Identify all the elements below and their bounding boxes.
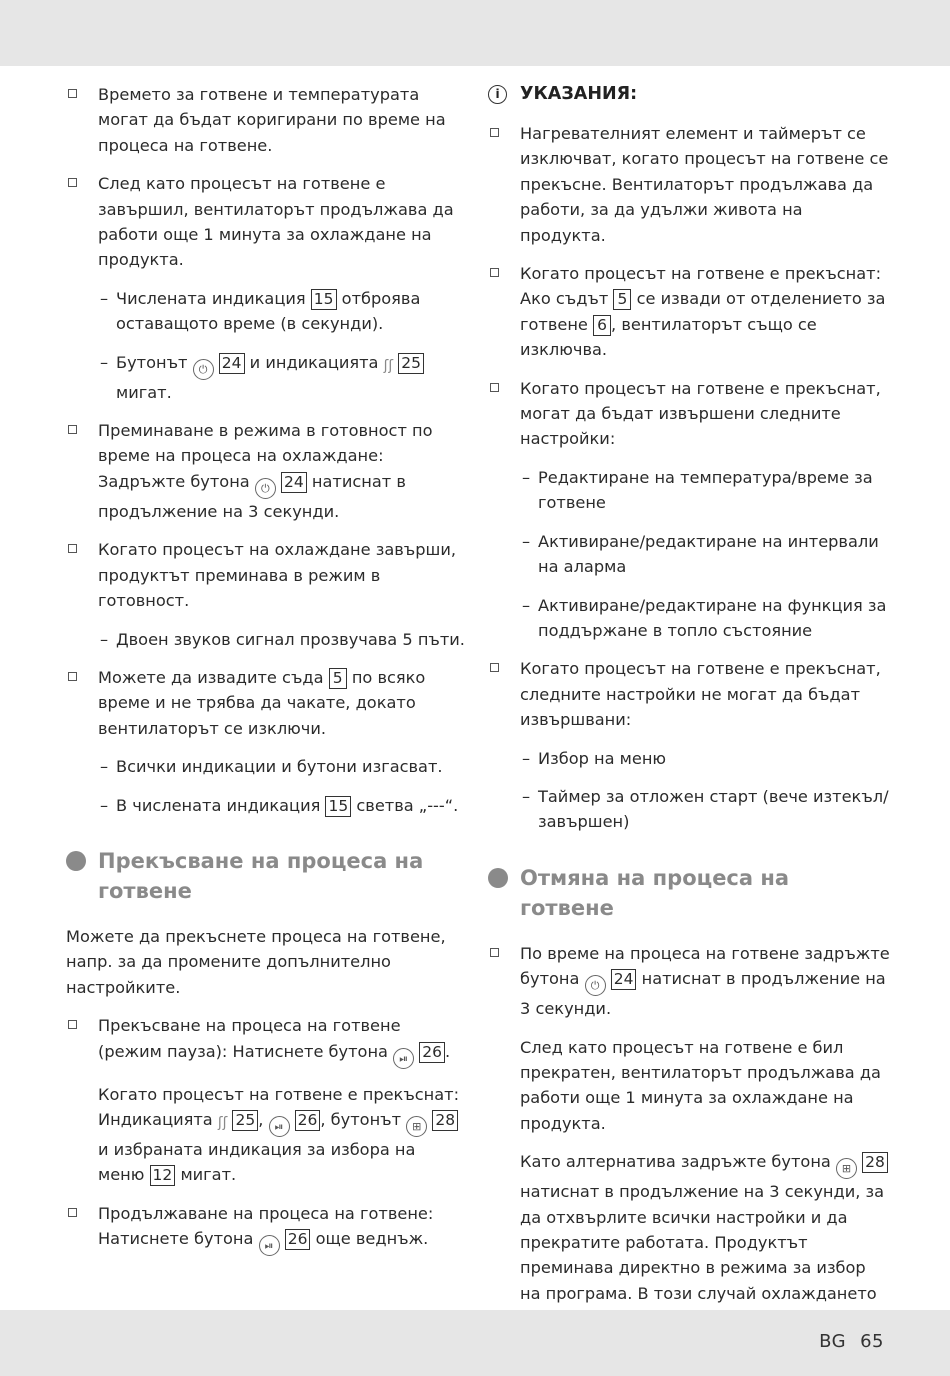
ref-number: 15 [325,796,351,817]
list-item: Можете да извадите съда 5 по всяко време и не трябва да чакате, докато вентилаторът се изключи. [66,665,466,741]
checkbox-icon [68,1208,77,1217]
sub-item: – Избор на меню [522,748,667,768]
list-item: Времето за готвене и температурата могат да бъдат коригирани по време на процеса на готвене. [66,82,466,158]
checkbox-icon [490,268,499,277]
sub-item: – Двоен звуков сигнал прозвучава 5 пъти. [100,629,465,649]
sub-item: – В числената индикация 15 светва „---“. [100,795,459,815]
ref-number: 5 [613,289,631,310]
ref-number: 5 [329,668,347,689]
checkbox-icon [68,89,77,98]
paragraph: След като процесът на готвене е бил прекратен, вентилаторът продължава да работи още 1 минута за охлаждане на продукта. [520,1037,881,1133]
ref-number: 28 [432,1110,458,1131]
list-item: По време на процеса на готвене задръжте бутона ⏻ 24 натиснат в продължение на 3 секунди. [488,941,890,1022]
checkbox-icon [490,128,499,137]
notes-heading: i УКАЗАНИЯ: [488,82,890,107]
header-band [0,0,950,66]
power-button-icon: ⏻ [255,478,276,499]
sub-item: – Всички индикации и бутони изгасват. [100,757,443,777]
power-button-icon: ⏻ [585,975,606,996]
page-number: 65 [860,1331,884,1352]
sub-item: – Таймер за отложен старт (вече изтекъл/завършен) [522,786,889,832]
ref-number: 25 [232,1110,258,1131]
language-code: BG [819,1331,847,1352]
list-item: Продължаване на процеса на готвене: Натиснете бутона ⏯ 26 още веднъж. [66,1201,466,1256]
ref-number: 26 [419,1042,445,1063]
sub-item: – Редактиране на температура/време за готвене [522,467,873,513]
list-item: Когато процесът на готвене е прекъснат, могат да бъдат извършени следните настройки: [488,376,890,452]
power-button-icon: ⏻ [193,359,214,380]
checkbox-icon [490,383,499,392]
play-pause-button-icon: ⏯ [393,1048,414,1069]
ref-number: 26 [285,1229,311,1250]
section-heading: Прекъсване на процеса на готвене [66,846,466,906]
sub-item: – Активиране/редактиране на функция за поддържане в топло състояние [522,595,887,640]
checkbox-icon [490,663,499,672]
play-pause-button-icon: ⏯ [259,1235,280,1256]
list-item: Когато процесът на готвене е прекъснат, следните настройки не могат да бъдат извършвани: [488,656,890,732]
list-item: След като процесът на готвене е завършил, вентилаторът продължава да работи още 1 минута за охлаждане на продукта. [66,171,466,273]
sub-item: – Активиране/редактиране на интервали на аларма [522,531,879,577]
list-item: Прекъсване на процеса на готвене (режим пауза): Натиснете бутона ⏯ 26 . [66,1013,466,1068]
checkbox-icon [68,1020,77,1029]
list-item: Преминаване в режима в готовност по време на процеса на охлаждане: Задръжте бутона ⏻ 24 натиснат в продължение на 3 секунди. [66,418,466,524]
menu-button-icon: ⊞ [836,1158,857,1179]
page-footer [805,1331,884,1352]
sub-item: – Бутонът ⏻ 24 и индикацията ʃʃ 25 мигат. [66,350,466,405]
checkbox-icon [68,178,77,187]
checkbox-icon [68,425,77,434]
checkbox-icon [68,544,77,553]
checkbox-icon [490,948,499,957]
sub-item: – Числената индикация 15 отброява оставащото време (в секунди). [100,288,421,334]
list-item: Когато процесът на готвене е прекъснат: Ако съдът 5 се извади от отделението за готвене 6 , вентилаторът също се изключва. [488,261,890,363]
ref-number: 28 [862,1152,888,1173]
bullet-dot-icon [66,851,86,871]
section-heading: Отмяна на процеса на готвене [488,863,890,923]
paragraph: Можете да прекъснете процеса на готвене, напр. за да промените допълнително настройките. [66,926,446,997]
play-pause-button-icon: ⏯ [269,1116,290,1137]
list-item: Нагревателният елемент и таймерът се изключват, когато процесът на готвене се прекъсне. Вентилаторът продължава да работи, за да удължи живота на продукта. [488,121,890,248]
ref-number: 24 [611,969,637,990]
ref-number: 24 [219,353,245,374]
ref-number: 25 [398,353,424,374]
fan-icon: ʃʃ [217,1114,228,1131]
ref-number: 26 [295,1110,321,1131]
ref-number: 24 [281,472,307,493]
ref-number: 6 [593,315,611,336]
ref-number: 12 [150,1165,176,1186]
menu-button-icon: ⊞ [406,1116,427,1137]
fan-icon: ʃʃ [383,357,394,374]
paragraph: Като алтернатива задръжте бутона ⊞ 28 натиснат в продължение на 3 секунди, за да отхвърлите всички настройки и да прекратите работата. Продуктът преминава директно в режима за избор на програма. В този случай охлаждането [488,1149,890,1331]
paragraph: Когато процесът на готвене е прекъснат: Индикацията ʃʃ 25 , ⏯ 26 , бутонът ⊞ 28 и избраната индикация за избора на меню 12 мигат. [98,1084,460,1185]
bullet-dot-icon [488,868,508,888]
checkbox-icon [68,672,77,681]
list-item: Когато процесът на охлаждане завърши, продуктът преминава в режим в готовност. [66,537,466,613]
right-column [488,82,890,1345]
left-column [66,82,466,1269]
ref-number: 15 [311,289,337,310]
info-icon: i [488,85,507,104]
